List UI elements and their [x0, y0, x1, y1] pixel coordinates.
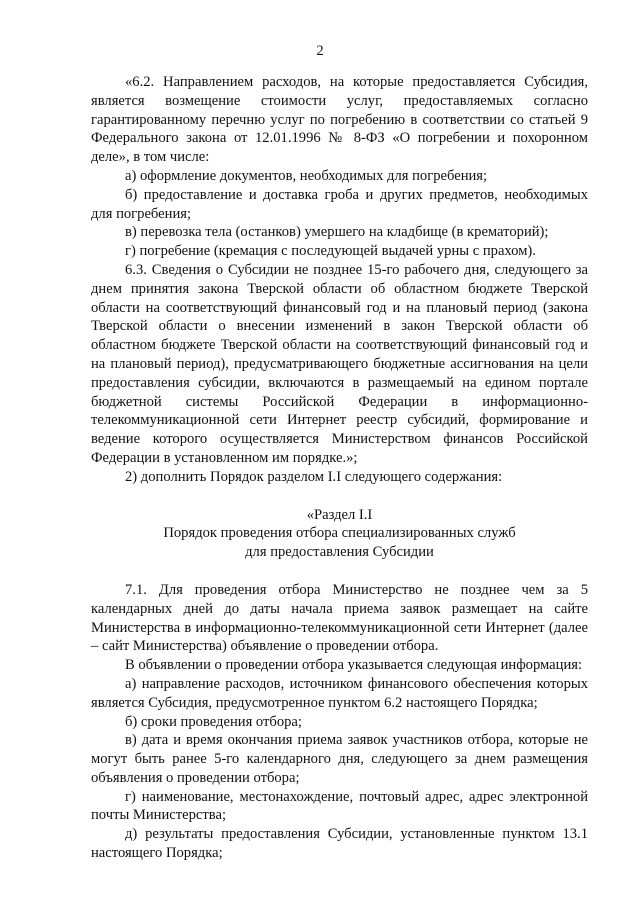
announcement-item-b: б) сроки проведения отбора;: [125, 713, 302, 730]
document-body: [91, 73, 588, 863]
paragraph-7-1: 7.1. Для проведения отбора Министерство не позднее чем за 5 календарных дней до даты начала приема заявок размещает на сайте Министерства в информационно-телекоммуникационной сети Интернет (далее – сайт Министерства) объявление о проведении отбора.: [91, 581, 588, 655]
announcement-item-d: д) результаты предоставления Субсидии, установленные пунктом 13.1 настоящего Порядка;: [91, 826, 588, 862]
list-item-v: в) перевозка тела (останков) умершего на кладбище (в крематорий);: [125, 224, 549, 241]
list-item-b: б) предоставление и доставка гроба и других предметов, необходимых для погребения;: [91, 186, 588, 222]
page-number: 2: [316, 43, 324, 59]
list-item-a: а) оформление документов, необходимых для погребения;: [125, 167, 488, 184]
amendment-item-2: 2) дополнить Порядок разделом I.I следующего содержания:: [125, 468, 503, 485]
section-subtitle-line2: для предоставления Субсидии: [245, 544, 434, 561]
announcement-intro: В объявлении о проведении отбора указывается следующая информация:: [125, 657, 583, 674]
paragraph-6-2: «6.2. Направлением расходов, на которые предоставляется Субсидия, является возмещение стоимости услуг, предоставляемых согласно гарантированному перечню услуг по погребению в соответствии со статьей 9 Федерального закона от 12.01.1996 № 8-ФЗ «О погребении и похоронном деле», в том числе:: [91, 74, 588, 166]
section-title: «Раздел I.I: [306, 506, 373, 523]
announcement-item-v: в) дата и время окончания приема заявок участников отбора, которые не могут быть ранее 5-го календарного дня, следующего за днем размещения объявления о проведении отбора;: [91, 732, 588, 786]
paragraph-6-3: 6.3. Сведения о Субсидии не позднее 15-го рабочего дня, следующего за днем принятия закона Тверской области об областном бюджете Тверской области на соответствующий финансовый год и на плановый период (закона Тверской области о внесении изменений в закон Тверской области об областном бюджете Тверской области на соответствующий финансовый год и на плановый период), предусматривающего бюджетные ассигнования на цели предоставления субсидии, включаются в размещаемый на едином портале бюджетной системы Российской Федерации в информационно-телекоммуникационной сети Интернет реестр субсидий, формирование и ведение которого осуществляется Министерством финансов Российской Федерации в установленном им порядке.»;: [91, 261, 588, 466]
announcement-item-a: а) направление расходов, источником финансового обеспечения которых является Субсидия, предусмотренное пунктом 6.2 настоящего Порядка;: [91, 675, 588, 711]
list-item-g: г) погребение (кремация с последующей выдачей урны с прахом).: [125, 243, 536, 260]
announcement-item-g: г) наименование, местонахождение, почтовый адрес, адрес электронной почты Министерства;: [91, 788, 588, 824]
section-subtitle-line1: Порядок проведения отбора специализированных служб: [163, 525, 516, 542]
